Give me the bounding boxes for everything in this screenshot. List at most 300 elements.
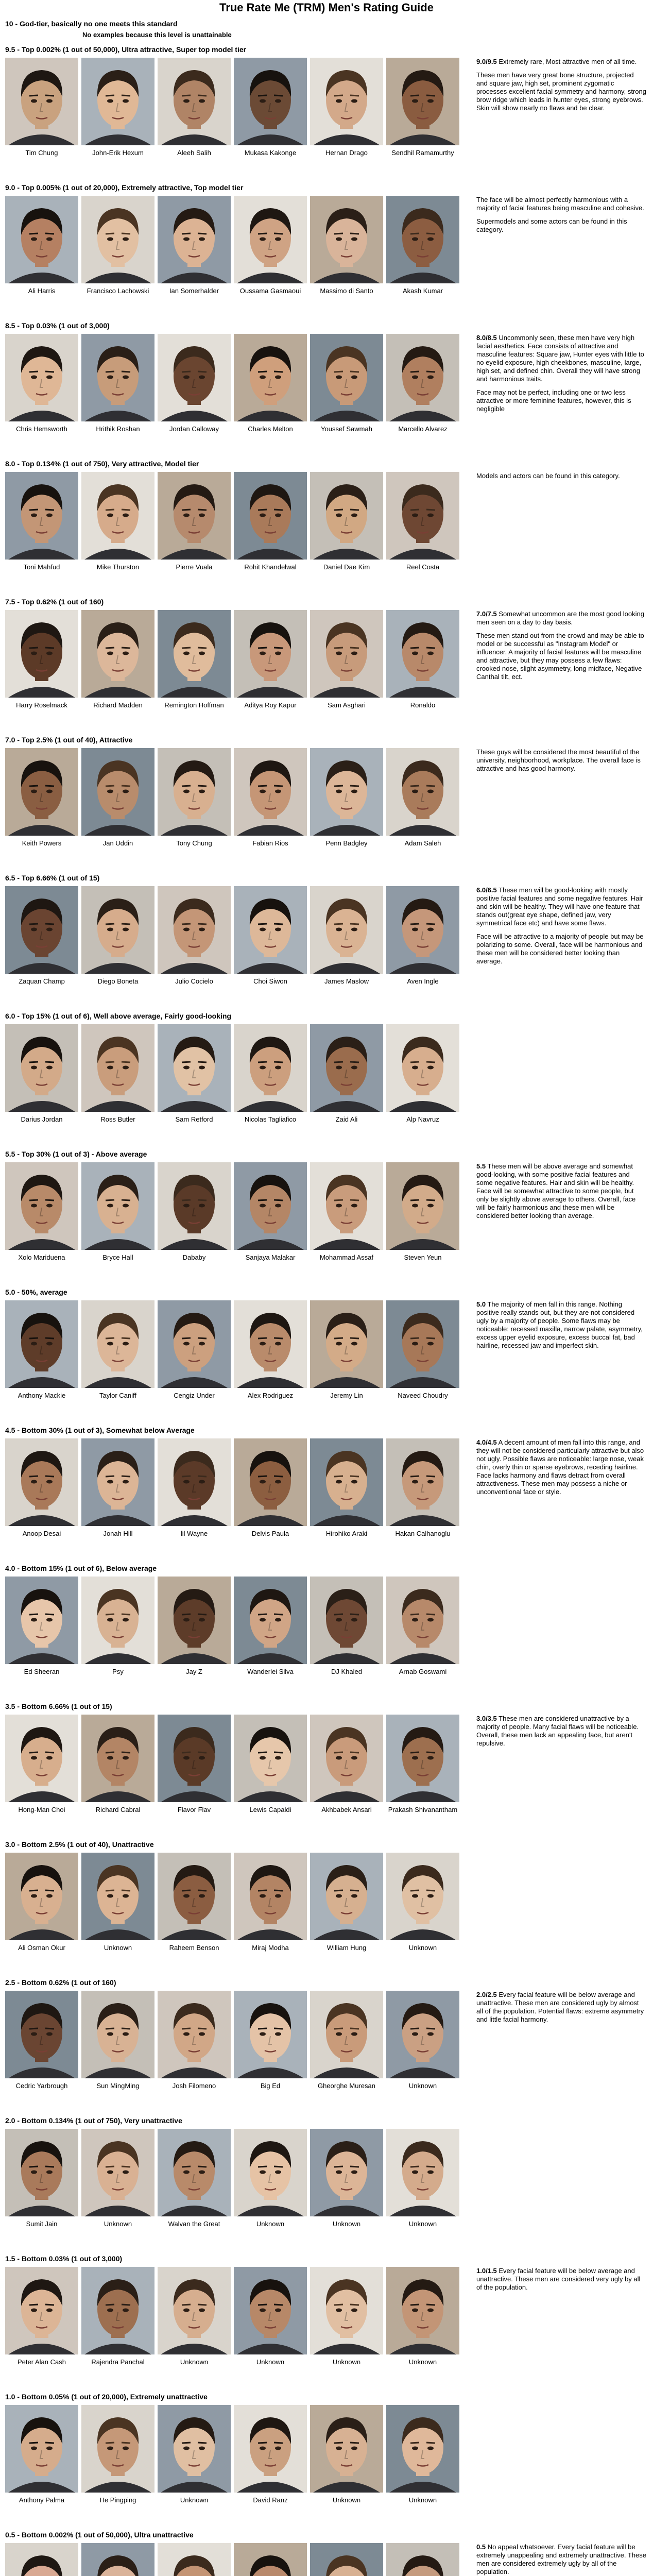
person-photo	[310, 2129, 383, 2216]
person-photo	[5, 1715, 78, 1802]
person-photo	[386, 472, 459, 560]
tier-section	[0, 1426, 653, 1560]
person-name: Marcello Alvarez	[398, 425, 448, 433]
photo-row	[5, 2405, 459, 2504]
tier-label: 6.5 - Top 6.66% (1 out of 15)	[5, 874, 100, 882]
person-name: John-Erik Hexum	[92, 149, 144, 157]
person-photo	[234, 58, 307, 145]
person-card	[158, 2543, 231, 2576]
person-name: Richard Madden	[93, 701, 143, 709]
person-photo	[234, 1715, 307, 1802]
tier-description	[476, 334, 646, 418]
tier-section	[0, 2393, 653, 2527]
person-name: Taylor Caniff	[99, 1392, 136, 1399]
person-photo	[386, 334, 459, 421]
person-name: Anoop Desai	[22, 1530, 61, 1537]
person-card	[310, 196, 383, 295]
person-name: Miraj Modha	[252, 1944, 289, 1952]
person-name: Reel Costa	[406, 563, 440, 571]
person-card	[81, 472, 154, 571]
person-card	[234, 2129, 307, 2228]
photo-row	[5, 1715, 459, 1814]
person-card	[158, 1438, 231, 1538]
tier-section	[0, 45, 653, 179]
description-paragraph	[476, 196, 646, 212]
person-name: Akhbabek Ansari	[321, 1806, 372, 1814]
person-photo	[234, 1853, 307, 1940]
person-name: Sam Asghari	[328, 701, 366, 709]
person-card	[386, 58, 459, 157]
person-photo	[310, 1024, 383, 1112]
person-name: Mike Thurston	[96, 563, 140, 571]
tier-section	[0, 1288, 653, 1422]
person-card	[386, 1715, 459, 1814]
person-name: Daniel Dae Kim	[323, 563, 370, 571]
person-photo	[5, 2543, 78, 2576]
person-name: Gheorghe Muresan	[317, 2082, 375, 2090]
person-card	[386, 334, 459, 433]
person-card	[81, 748, 154, 848]
person-name: Hrithik Roshan	[96, 425, 140, 433]
person-card	[234, 886, 307, 986]
person-name: Delvis Paula	[251, 1530, 289, 1537]
person-card	[234, 1024, 307, 1124]
description-paragraph	[476, 886, 646, 927]
tier-section	[0, 2255, 653, 2388]
person-card	[5, 196, 78, 295]
tier-label: 6.0 - Top 15% (1 out of 6), Well above average, Fairly good-looking	[5, 1012, 232, 1020]
person-name: Tim Chung	[25, 149, 58, 157]
person-photo	[81, 1991, 154, 2078]
person-photo	[386, 1300, 459, 1388]
description-text: Uncommonly seen, these men have very high facial aesthetics. Face consists of attractive and masculine features: Square jaw, Hunter eyes with little to no eyelid exposure, high cheekbones, masculine, large, high set, and defined chin. Overall they will have strong and harmonious traits.	[476, 334, 644, 383]
person-name: Sendhil Ramamurthy	[391, 149, 454, 157]
person-card	[81, 196, 154, 295]
person-name: Youssef Sawmah	[321, 425, 372, 433]
person-card	[5, 610, 78, 709]
person-photo	[234, 334, 307, 421]
person-name: Jordan Calloway	[169, 425, 219, 433]
person-card	[386, 472, 459, 571]
tier-label: 2.0 - Bottom 0.134% (1 out of 750), Very unattractive	[5, 2116, 182, 2125]
person-photo	[386, 748, 459, 836]
person-photo	[310, 1715, 383, 1802]
tier-description	[476, 196, 646, 239]
tier-section	[0, 1702, 653, 1836]
person-photo	[234, 610, 307, 698]
person-card	[158, 58, 231, 157]
person-card	[158, 886, 231, 986]
person-card	[158, 334, 231, 433]
description-text: No appeal whatsoever. Every facial feature will be extremely unappealing and extremely unattractive. These men are considered extremely ugly by all of the population.	[476, 2543, 647, 2575]
description-paragraph	[476, 388, 646, 413]
person-photo	[158, 2543, 231, 2576]
person-photo	[81, 334, 154, 421]
photo-row	[5, 610, 459, 709]
photo-row	[5, 1024, 459, 1124]
tier-10-section	[0, 20, 653, 40]
tier-section	[0, 736, 653, 870]
person-name: Tony Chung	[176, 839, 212, 847]
person-photo	[5, 2129, 78, 2216]
person-name: Akash Kumar	[402, 287, 443, 295]
person-photo	[81, 1577, 154, 1664]
description-text: These guys will be considered the most beautiful of the university, neighborhood, workplace. The overall face is attractive and has good harmony.	[476, 748, 641, 772]
photo-row	[5, 1853, 459, 1952]
person-photo	[158, 58, 231, 145]
person-name: David Ranz	[253, 2496, 288, 2504]
person-card	[234, 1162, 307, 1262]
person-photo	[5, 472, 78, 560]
person-card	[386, 748, 459, 848]
person-photo	[310, 196, 383, 283]
tier-section	[0, 1012, 653, 1146]
person-name: Alp Navruz	[406, 1115, 439, 1123]
description-paragraph	[476, 748, 646, 773]
person-name: Zaquan Champ	[19, 977, 65, 985]
person-photo	[386, 886, 459, 974]
person-photo	[386, 1715, 459, 1802]
person-card	[386, 2543, 459, 2576]
person-photo	[310, 2267, 383, 2354]
person-photo	[310, 748, 383, 836]
tier-description	[476, 1715, 646, 1753]
person-name: Arnab Goswami	[399, 1668, 447, 1675]
tier-label: 5.5 - Top 30% (1 out of 3) - Above average	[5, 1150, 147, 1158]
person-name: Unknown	[332, 2496, 361, 2504]
person-name: Unknown	[104, 1944, 132, 1952]
person-photo	[158, 2129, 231, 2216]
description-paragraph	[476, 1162, 646, 1220]
person-name: Charles Melton	[248, 425, 293, 433]
person-card	[310, 748, 383, 848]
description-paragraph	[476, 334, 646, 383]
description-paragraph	[476, 632, 646, 681]
rating-range: 3.0/3.5	[476, 1715, 497, 1722]
person-photo	[234, 1438, 307, 1526]
person-photo	[5, 196, 78, 283]
person-photo	[234, 1577, 307, 1664]
person-photo	[386, 1991, 459, 2078]
description-paragraph	[476, 71, 646, 112]
person-name: Cedric Yarbrough	[15, 2082, 68, 2090]
person-photo	[386, 610, 459, 698]
person-photo	[234, 472, 307, 560]
tier-description	[476, 610, 646, 686]
person-card	[5, 2543, 78, 2576]
person-card	[386, 1577, 459, 1676]
person-name: Sun MingMing	[96, 2082, 140, 2090]
person-name: Walvan the Great	[168, 2220, 220, 2228]
person-name: Oussama Gasmaoui	[239, 287, 301, 295]
rating-range: 5.0	[476, 1300, 486, 1308]
person-name: Aven Ingle	[407, 977, 439, 985]
person-card	[386, 1991, 459, 2090]
description-text: Somewhat uncommon are the most good looking men seen on a day to day basis.	[476, 610, 644, 626]
person-card	[5, 334, 78, 433]
photo-row	[5, 334, 459, 433]
person-card	[158, 2267, 231, 2366]
tier-description	[476, 1438, 646, 1501]
person-card	[234, 1991, 307, 2090]
person-card	[310, 2405, 383, 2504]
person-photo	[5, 334, 78, 421]
person-card	[5, 2267, 78, 2366]
person-photo	[158, 886, 231, 974]
person-card	[310, 1300, 383, 1400]
person-name: Anthony Palma	[19, 2496, 65, 2504]
person-card	[5, 1300, 78, 1400]
person-name: Darius Jordan	[21, 1115, 63, 1123]
person-name: Bryce Hall	[102, 1253, 133, 1261]
tier-section	[0, 2116, 653, 2250]
person-photo	[386, 2129, 459, 2216]
person-card	[81, 1577, 154, 1676]
person-photo	[81, 472, 154, 560]
tier-description	[476, 2543, 646, 2576]
person-card	[234, 1853, 307, 1952]
person-name: Naveed Choudry	[398, 1392, 448, 1399]
person-name: Diego Boneta	[97, 977, 139, 985]
tier-section	[0, 1978, 653, 2112]
person-photo	[310, 2543, 383, 2576]
person-name: Ross Butler	[100, 1115, 135, 1123]
person-name: Remington Hoffman	[164, 701, 224, 709]
person-photo	[158, 1162, 231, 1250]
person-name: Cengiz Under	[174, 1392, 215, 1399]
person-name: Unknown	[408, 2220, 437, 2228]
description-text: These men have very great bone structure, projected and square jaw, high set, prominent zygomatic processes excellent facial symmetry and harmony, strong brow ridge which leads in hunter eyes, strong eyebrows. Skin will show nearly no flaws and be clear.	[476, 71, 646, 112]
person-photo	[158, 2405, 231, 2493]
tier-label: 4.0 - Bottom 15% (1 out of 6), Below average	[5, 1564, 157, 1572]
person-card	[386, 1300, 459, 1400]
person-photo	[158, 1438, 231, 1526]
tier-section	[0, 874, 653, 1008]
person-name: Jay Z	[186, 1668, 202, 1675]
tier-section	[0, 460, 653, 594]
tier-description	[476, 748, 646, 778]
person-photo	[5, 1162, 78, 1250]
person-card	[5, 1715, 78, 1814]
person-card	[158, 2129, 231, 2228]
person-card	[5, 1991, 78, 2090]
person-photo	[81, 196, 154, 283]
person-photo	[310, 610, 383, 698]
person-card	[310, 2543, 383, 2576]
description-paragraph	[476, 472, 646, 480]
person-name: Unknown	[408, 2358, 437, 2366]
person-card	[310, 2267, 383, 2366]
person-card	[234, 1715, 307, 1814]
person-photo	[234, 2267, 307, 2354]
person-name: Lewis Capaldi	[249, 1806, 291, 1814]
person-photo	[5, 58, 78, 145]
tier-description	[476, 1300, 646, 1355]
person-photo	[158, 1577, 231, 1664]
person-photo	[234, 2405, 307, 2493]
tier-description	[476, 472, 646, 485]
person-name: Richard Cabral	[95, 1806, 141, 1814]
person-card	[81, 886, 154, 986]
tier-label: 1.0 - Bottom 0.05% (1 out of 20,000), Extremely unattractive	[5, 2393, 208, 2401]
person-name: Rohit Khandelwal	[244, 563, 297, 571]
person-name: Jan Uddin	[102, 839, 133, 847]
person-name: Mukasa Kakonge	[244, 149, 297, 157]
person-name: Zaid Ali	[335, 1115, 358, 1123]
person-photo	[158, 1024, 231, 1112]
person-card	[5, 2129, 78, 2228]
person-card	[81, 334, 154, 433]
person-photo	[81, 2267, 154, 2354]
tier-label: 7.0 - Top 2.5% (1 out of 40), Attractive	[5, 736, 133, 744]
person-photo	[158, 196, 231, 283]
photo-row	[5, 58, 459, 157]
rating-range: 4.0/4.5	[476, 1438, 497, 1446]
person-card	[386, 2405, 459, 2504]
person-card	[310, 58, 383, 157]
person-photo	[310, 1577, 383, 1664]
photo-row	[5, 196, 459, 295]
person-card	[158, 1577, 231, 1676]
photo-row	[5, 2267, 459, 2366]
person-card	[386, 2267, 459, 2366]
person-name: Unknown	[180, 2496, 209, 2504]
person-photo	[386, 1853, 459, 1940]
tier-description	[476, 2267, 646, 2297]
person-card	[310, 610, 383, 709]
person-card	[81, 1438, 154, 1538]
photo-row	[5, 886, 459, 986]
person-name: Ali Harris	[28, 287, 56, 295]
person-photo	[234, 1300, 307, 1388]
person-card	[5, 1024, 78, 1124]
person-name: Sanjaya Malakar	[245, 1253, 296, 1261]
person-photo	[158, 610, 231, 698]
person-card	[5, 1853, 78, 1952]
person-card	[386, 1853, 459, 1952]
person-card	[158, 1853, 231, 1952]
person-photo	[310, 1853, 383, 1940]
person-name: Unknown	[180, 2358, 209, 2366]
photo-row	[5, 2543, 459, 2576]
person-card	[310, 1162, 383, 1262]
person-name: Ian Somerhalder	[169, 287, 219, 295]
description-text: These men will be good-looking with mostly positive facial features and some negative features. Hair and skin will be healthy. They will have one feature that stands out(great eye shape, defined jaw, very symmetrical face etc) and have some flaws.	[476, 886, 643, 927]
person-name: Jonah Hill	[103, 1530, 133, 1537]
person-card	[5, 748, 78, 848]
tier-label: 7.5 - Top 0.62% (1 out of 160)	[5, 598, 104, 606]
person-name: Sam Retford	[175, 1115, 213, 1123]
person-name: DJ Khaled	[331, 1668, 362, 1675]
tier-section	[0, 321, 653, 455]
person-name: Unknown	[332, 2220, 361, 2228]
person-card	[81, 2543, 154, 2576]
person-card	[310, 1853, 383, 1952]
person-name: Unknown	[408, 2496, 437, 2504]
person-card	[81, 1300, 154, 1400]
person-photo	[5, 1438, 78, 1526]
description-paragraph	[476, 58, 646, 66]
tier-description	[476, 1162, 646, 1225]
person-photo	[5, 886, 78, 974]
person-name: Josh Filomeno	[172, 2082, 216, 2090]
rating-range: 1.0/1.5	[476, 2267, 497, 2275]
person-photo	[81, 1853, 154, 1940]
person-card	[386, 610, 459, 709]
person-card	[81, 1162, 154, 1262]
person-photo	[234, 2543, 307, 2576]
person-card	[234, 472, 307, 571]
person-photo	[310, 1438, 383, 1526]
person-card	[310, 1024, 383, 1124]
person-name: Steven Yeun	[404, 1253, 442, 1261]
person-card	[386, 1024, 459, 1124]
person-card	[234, 1438, 307, 1538]
person-name: Mohammad Assaf	[319, 1253, 374, 1261]
person-card	[234, 610, 307, 709]
tier-section	[0, 2531, 653, 2576]
person-name: Unknown	[408, 1944, 437, 1952]
description-text: Extremely rare, Most attractive men of all time.	[496, 58, 637, 65]
person-name: Fabian Rios	[252, 839, 288, 847]
person-name: Keith Powers	[22, 839, 62, 847]
tier-label: 1.5 - Bottom 0.03% (1 out of 3,000)	[5, 2255, 123, 2263]
person-name: Francisco Lachowski	[87, 287, 149, 295]
tier-label: 2.5 - Bottom 0.62% (1 out of 160)	[5, 1978, 116, 1987]
person-photo	[81, 2129, 154, 2216]
person-photo	[310, 1162, 383, 1250]
person-card	[158, 1991, 231, 2090]
person-card	[158, 1162, 231, 1262]
tier-note: No examples because this level is unattainable	[82, 31, 232, 39]
person-photo	[81, 1438, 154, 1526]
photo-row	[5, 748, 459, 848]
person-name: Unknown	[408, 2082, 437, 2090]
photo-row	[5, 1438, 459, 1538]
person-name: Hernan Drago	[325, 149, 368, 157]
person-card	[5, 1577, 78, 1676]
person-photo	[158, 2267, 231, 2354]
person-card	[5, 2405, 78, 2504]
person-photo	[310, 886, 383, 974]
photo-row	[5, 1300, 459, 1400]
person-photo	[81, 1024, 154, 1112]
person-photo	[386, 1024, 459, 1112]
photo-row	[5, 472, 459, 571]
person-card	[81, 2405, 154, 2504]
person-photo	[5, 1577, 78, 1664]
person-name: Chris Hemsworth	[16, 425, 67, 433]
person-card	[158, 1024, 231, 1124]
person-card	[234, 2267, 307, 2366]
person-name: Ali Osman Okur	[18, 1944, 65, 1952]
person-name: Hakan Calhanoglu	[395, 1530, 451, 1537]
person-name: Unknown	[104, 2220, 132, 2228]
person-photo	[81, 58, 154, 145]
photo-row	[5, 1577, 459, 1676]
person-name: Sumit Jain	[26, 2220, 58, 2228]
description-text: A decent amount of men fall into this range, and they will not be considered particularly attractive but also not ugly. Possible flaws are noticeable: large nose, weak chin, overly thin or sparse eyebrows, receding hairline. Face lacks harmony and flaws detract from overall attractiveness. These men may possess a niche or unconventional face or style.	[476, 1438, 644, 1496]
person-card	[158, 2405, 231, 2504]
person-card	[158, 1715, 231, 1814]
person-name: Ronaldo	[410, 701, 436, 709]
person-photo	[386, 1577, 459, 1664]
person-photo	[158, 1853, 231, 1940]
person-name: Flavor Flav	[177, 1806, 211, 1814]
person-name: William Hung	[326, 1944, 367, 1952]
person-photo	[5, 1991, 78, 2078]
description-text: Face will be attractive to a majority of people but may be polarizing to some. Overall, face will be harmonious and these men will be considered better looking than average.	[476, 933, 644, 965]
